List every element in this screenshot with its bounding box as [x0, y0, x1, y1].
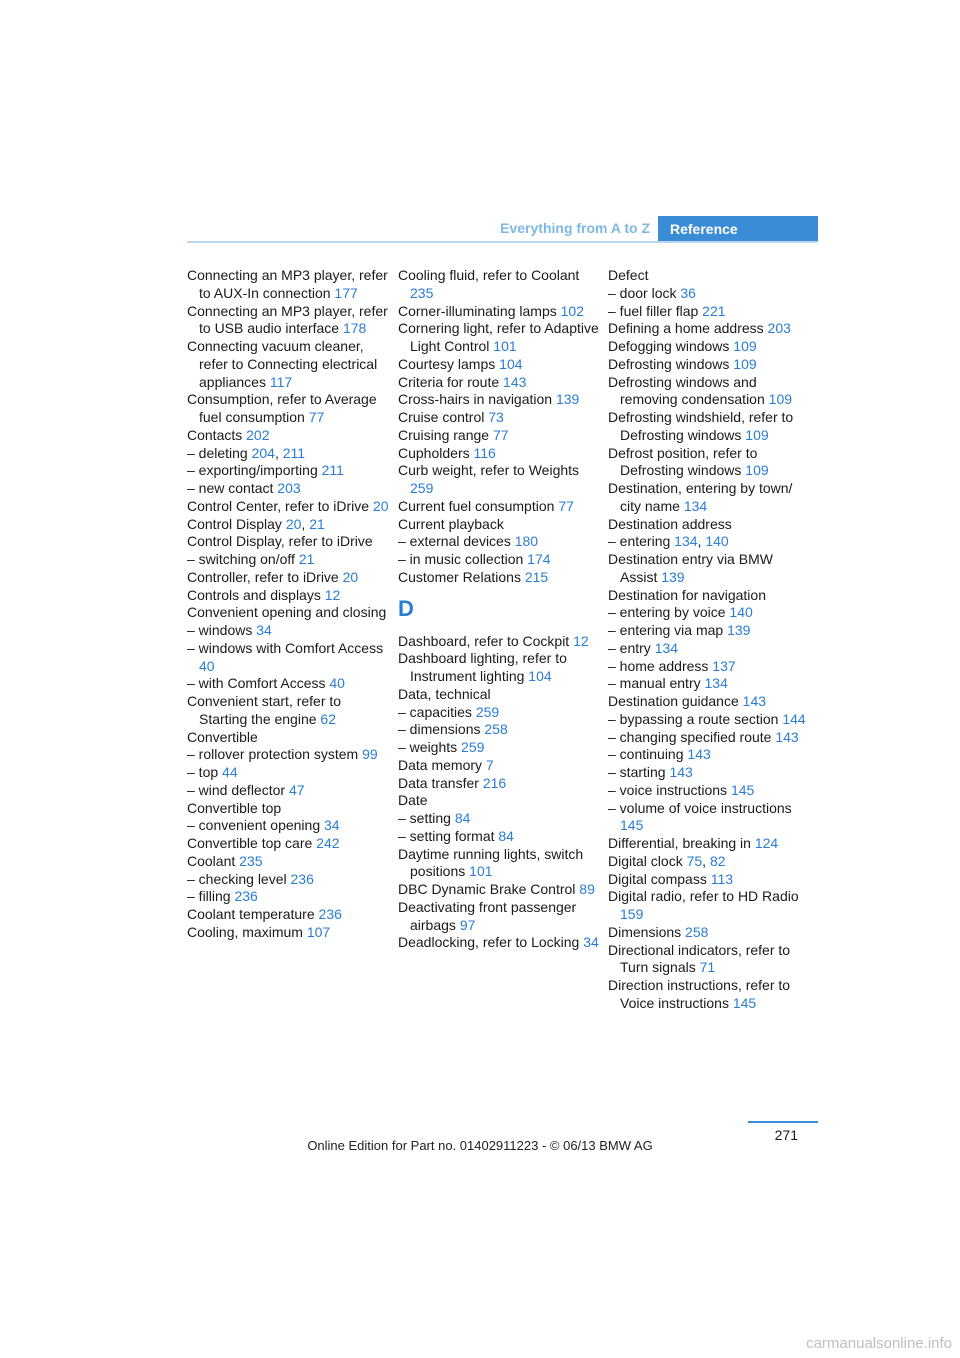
index-term: – capacities — [398, 703, 472, 720]
index-entry — [608, 764, 810, 782]
page-link[interactable]: 116 — [473, 444, 496, 461]
page-separator: , — [697, 533, 702, 550]
page-separator: , — [702, 852, 707, 869]
page-link[interactable]: 82 — [709, 852, 726, 869]
index-column-2 — [398, 267, 600, 952]
index-term: – in music collection — [398, 551, 524, 567]
index-term: – filling — [187, 888, 231, 905]
page-link[interactable]: 236 — [290, 870, 314, 887]
index-entry — [398, 320, 600, 356]
index-term: – fuel filler flap — [608, 302, 699, 319]
index-entry — [187, 746, 389, 764]
index-entry — [187, 888, 389, 906]
index-term: – changing specified route — [608, 728, 772, 745]
index-term: Destination for navigation — [608, 586, 766, 603]
page-link[interactable]: 159 — [620, 906, 644, 922]
index-entry — [187, 480, 389, 498]
page-link[interactable]: 203 — [767, 320, 791, 337]
index-term: Convertible — [187, 728, 258, 745]
page-link[interactable]: 109 — [733, 338, 757, 354]
index-entry — [398, 391, 600, 409]
index-term: Defect — [608, 267, 649, 283]
index-term: – bypassing a route section — [608, 710, 779, 727]
page-link[interactable]: 102 — [560, 302, 584, 319]
index-entry — [608, 604, 810, 622]
page-link[interactable]: 34 — [256, 622, 272, 638]
index-term: Convenient opening and closing — [187, 604, 387, 621]
index-entry — [608, 835, 810, 853]
page-link[interactable]: 77 — [558, 497, 574, 514]
page-link[interactable]: 21 — [309, 515, 325, 532]
index-term: Data memory — [398, 756, 483, 773]
index-entry — [187, 729, 389, 747]
page-link[interactable]: 143 — [669, 764, 693, 780]
index-term: – door lock — [608, 284, 677, 301]
index-term: – windows — [187, 622, 253, 638]
index-entry — [187, 551, 389, 569]
index-entry — [187, 338, 389, 391]
index-entry — [608, 658, 810, 676]
page-link[interactable]: 143 — [775, 728, 799, 745]
index-entry — [608, 303, 810, 321]
index-term: Curb weight, refer to Weights — [398, 462, 580, 479]
page-header — [187, 216, 818, 242]
index-term: – external devices — [398, 533, 511, 550]
page-link[interactable]: 145 — [620, 817, 644, 834]
index-entry — [398, 533, 600, 551]
index-term: – entry — [608, 639, 651, 656]
index-entry — [608, 800, 810, 836]
page-link[interactable]: 204 — [251, 444, 275, 461]
page-separator: , — [274, 444, 279, 461]
index-entry — [398, 650, 600, 686]
index-entry — [187, 782, 389, 800]
page-link[interactable]: 211 — [282, 444, 306, 461]
index-entry — [187, 462, 389, 480]
index-term: Criteria for route — [398, 373, 500, 390]
index-entry — [398, 704, 600, 722]
index-entry — [608, 533, 810, 551]
page-link[interactable]: 134 — [654, 639, 679, 656]
index-term: Destination guidance — [608, 693, 739, 709]
index-entry — [608, 551, 810, 587]
page-link[interactable]: 97 — [459, 916, 476, 933]
page-link[interactable]: 180 — [514, 533, 539, 550]
page-link[interactable]: 104 — [528, 668, 552, 684]
index-term: Current playback — [398, 515, 504, 532]
index-entry — [608, 977, 810, 1013]
page-link[interactable]: 20 — [342, 568, 359, 585]
index-term: – with Comfort Access — [187, 675, 326, 692]
index-term: Date — [398, 792, 428, 809]
page-link[interactable]: 77 — [308, 409, 325, 425]
page-link[interactable]: 109 — [745, 426, 769, 443]
index-term: Cupholders — [398, 444, 470, 461]
index-term: – rollover protection system — [187, 746, 359, 763]
page-link[interactable]: 221 — [702, 302, 726, 319]
page-link[interactable]: 143 — [503, 373, 527, 390]
page-link[interactable]: 134 — [674, 533, 698, 550]
index-entry — [398, 267, 600, 303]
page-link[interactable]: 107 — [306, 923, 331, 940]
index-term: Direction instructions, refer to Voice instructions — [608, 977, 791, 1011]
index-entry — [608, 267, 810, 285]
index-term: Dashboard, refer to Cockpit — [398, 632, 570, 649]
index-entry — [608, 711, 810, 729]
page-link[interactable]: 124 — [754, 835, 779, 851]
index-entry — [608, 693, 810, 711]
watermark: carmanualsonline.info — [806, 1335, 952, 1352]
index-entry — [608, 729, 810, 747]
index-term: Destination, entering by town/ city name — [608, 480, 793, 514]
index-term: Convenient start, refer to Starting the engine — [187, 693, 342, 727]
index-entry — [608, 888, 810, 924]
index-entry — [187, 817, 389, 835]
index-term: Connecting an MP3 player, refer to AUX-In connection — [187, 267, 388, 301]
index-term: – manual entry — [608, 675, 701, 692]
index-entry — [187, 569, 389, 587]
index-entry — [187, 604, 389, 622]
index-term: – convenient opening — [187, 817, 321, 834]
page-link[interactable]: 258 — [484, 721, 508, 738]
index-term: Defrosting windshield, refer to Defrosting windows — [608, 409, 794, 443]
index-entry — [608, 924, 810, 942]
index-entry — [187, 924, 389, 942]
index-entry — [187, 267, 389, 303]
page-link[interactable]: 84 — [498, 827, 514, 844]
index-term: Connecting an MP3 player, refer to USB audio interface — [187, 302, 388, 337]
index-entry — [187, 693, 389, 729]
page-link[interactable]: 143 — [687, 746, 711, 763]
page-link[interactable]: 101 — [493, 338, 517, 354]
index-term: – new contact — [187, 480, 274, 496]
index-term: Control Display, refer to iDrive — [187, 533, 373, 550]
index-term: Defrosting windows — [608, 355, 730, 372]
index-entry — [608, 640, 810, 658]
page-link[interactable]: 113 — [710, 870, 734, 887]
page-link[interactable]: 101 — [469, 863, 493, 880]
index-entry — [187, 871, 389, 889]
index-term: Daytime running lights, switch positions — [398, 845, 584, 880]
index-term: – switching on/off — [187, 551, 295, 567]
index-term: – deleting — [187, 444, 248, 461]
index-term: Contacts — [187, 426, 243, 443]
index-entry — [608, 675, 810, 693]
index-term: Digital compass — [608, 870, 707, 887]
index-entry — [187, 516, 389, 534]
page-link[interactable]: 40 — [329, 675, 345, 692]
index-term: – entering via map — [608, 622, 724, 638]
page-link[interactable]: 71 — [699, 959, 716, 976]
page-link[interactable]: 174 — [527, 551, 551, 567]
page-link[interactable]: 137 — [712, 657, 736, 674]
page-link[interactable]: 177 — [334, 284, 358, 301]
page-number: 271 — [774, 1127, 798, 1143]
page-link[interactable]: 202 — [246, 426, 270, 443]
page-link[interactable]: 20 — [285, 515, 302, 532]
index-term: Cruise control — [398, 409, 485, 425]
page-link[interactable]: 216 — [482, 774, 507, 791]
index-entry — [608, 782, 810, 800]
page-link[interactable]: 140 — [705, 533, 729, 550]
index-term: Data, technical — [398, 685, 491, 702]
page-link[interactable]: 139 — [555, 391, 580, 408]
index-term: Cooling, maximum — [187, 923, 303, 940]
index-term: Digital clock — [608, 852, 683, 869]
page-link[interactable]: 259 — [410, 480, 434, 496]
index-entry — [398, 374, 600, 392]
reference-tab: Reference — [658, 216, 818, 243]
index-entry — [187, 640, 389, 676]
page-link[interactable]: 12 — [324, 586, 341, 603]
page-link[interactable]: 21 — [298, 551, 315, 567]
index-term: Cross-hairs in navigation — [398, 391, 553, 408]
index-entry — [187, 445, 389, 463]
page-link[interactable]: 235 — [410, 284, 434, 301]
index-term: – setting format — [398, 827, 495, 844]
index-term: Current fuel consumption — [398, 497, 555, 514]
page-link[interactable]: 109 — [745, 462, 769, 479]
index-term: – volume of voice instructions — [608, 799, 792, 816]
index-letter-heading: D — [398, 595, 414, 621]
index-entry — [398, 934, 600, 952]
page-link[interactable]: 236 — [234, 888, 258, 905]
page-link[interactable]: 134 — [704, 675, 728, 692]
index-column-3 — [608, 267, 810, 1013]
page-link[interactable]: 236 — [318, 906, 342, 922]
index-entry — [398, 686, 600, 704]
page-link[interactable]: 140 — [729, 604, 753, 621]
page-separator: , — [301, 515, 306, 532]
index-entry — [608, 285, 810, 303]
index-entry — [187, 835, 389, 853]
index-entry — [398, 462, 600, 498]
index-entry — [398, 427, 600, 445]
page-link[interactable]: 211 — [321, 462, 344, 479]
page-link[interactable]: 117 — [269, 373, 293, 390]
index-term: Cooling fluid, refer to Coolant — [398, 267, 580, 283]
page-link[interactable]: 34 — [583, 934, 599, 951]
index-term: Dimensions — [608, 923, 682, 940]
index-term: – windows with Comfort Access — [187, 639, 384, 656]
page-link[interactable]: 40 — [199, 657, 215, 674]
index-column-1 — [187, 267, 389, 942]
index-entry — [187, 303, 389, 339]
page-link[interactable]: 178 — [342, 320, 367, 337]
index-entry — [398, 303, 600, 321]
index-entry — [398, 757, 600, 775]
index-term: Convertible top care — [187, 835, 313, 851]
index-entry — [608, 942, 810, 978]
page-link[interactable]: 235 — [239, 852, 263, 869]
index-entry — [187, 906, 389, 924]
index-term: Destination entry via BMW Assist — [608, 551, 773, 585]
index-entry — [608, 374, 810, 410]
index-term: – exporting/importing — [187, 462, 318, 479]
index-term: – wind deflector — [187, 781, 286, 798]
page-link[interactable]: 145 — [732, 994, 757, 1011]
index-term: Coolant temperature — [187, 906, 315, 922]
index-entry — [187, 800, 389, 818]
index-entry — [398, 551, 600, 569]
page-link[interactable]: 242 — [316, 835, 340, 851]
page-link[interactable]: 139 — [727, 622, 751, 638]
page-link[interactable]: 258 — [685, 923, 709, 940]
index-entry — [608, 409, 810, 445]
page-link[interactable]: 62 — [320, 710, 336, 727]
index-entry — [398, 792, 600, 810]
index-entry — [608, 871, 810, 889]
index-entry — [187, 675, 389, 693]
index-term: Destination address — [608, 515, 732, 532]
index-entry — [398, 498, 600, 516]
index-term: Controller, refer to iDrive — [187, 568, 339, 585]
index-term: – weights — [398, 739, 458, 755]
index-term: Dashboard lighting, refer to Instrument lighting — [398, 650, 567, 684]
section-title: Everything from A to Z — [500, 220, 650, 236]
page-link[interactable]: 89 — [579, 881, 595, 897]
index-entry — [398, 846, 600, 882]
index-entry — [398, 356, 600, 374]
index-term: Control Display — [187, 515, 282, 532]
index-entry — [187, 622, 389, 640]
page-link[interactable]: 12 — [573, 632, 589, 649]
index-term: – starting — [608, 764, 666, 780]
page-link[interactable]: 109 — [733, 355, 757, 372]
index-term: – entering by voice — [608, 604, 726, 621]
page-link[interactable]: 73 — [488, 409, 504, 425]
index-term: Data transfer — [398, 774, 479, 791]
footer-edition: Online Edition for Part no. 01402911223 - © 06/13 BMW AG — [307, 1138, 653, 1153]
index-term: Cruising range — [398, 426, 490, 443]
header-rule — [187, 241, 818, 243]
page-link[interactable]: 143 — [742, 693, 767, 709]
index-entry — [187, 764, 389, 782]
index-term: DBC Dynamic Brake Control — [398, 881, 576, 897]
page-link[interactable]: 139 — [661, 568, 685, 585]
page-number-rule — [748, 1121, 818, 1123]
index-term: Courtesy lamps — [398, 355, 496, 372]
index-term: Deadlocking, refer to Locking — [398, 934, 580, 951]
index-entry — [608, 516, 810, 534]
index-term: – setting — [398, 810, 451, 826]
index-entry — [608, 587, 810, 605]
page-link[interactable]: 7 — [485, 756, 494, 773]
index-entry — [187, 391, 389, 427]
index-entry — [398, 409, 600, 427]
page-link[interactable]: 36 — [680, 284, 696, 301]
index-entry — [398, 775, 600, 793]
page-link[interactable]: 75 — [686, 852, 703, 869]
index-entry — [398, 569, 600, 587]
index-term: – continuing — [608, 746, 684, 763]
index-term: Connecting vacuum cleaner, refer to Connecting electrical appliances — [187, 338, 378, 390]
index-entry — [398, 445, 600, 463]
index-term: – entering — [608, 533, 671, 550]
index-entry — [608, 480, 810, 516]
page-link[interactable]: 203 — [277, 480, 301, 496]
index-entry — [608, 853, 810, 871]
index-entry — [608, 338, 810, 356]
index-entry — [398, 828, 600, 846]
page-link[interactable]: 134 — [683, 497, 708, 514]
index-entry — [398, 633, 600, 651]
index-term: Customer Relations — [398, 568, 521, 585]
page-link[interactable]: 77 — [492, 426, 509, 443]
index-entry — [187, 587, 389, 605]
index-term: Differential, breaking in — [608, 835, 751, 851]
index-term: Coolant — [187, 852, 236, 869]
index-term: Defining a home address — [608, 320, 764, 337]
index-term: Corner-illuminating lamps — [398, 302, 557, 319]
index-term: Cornering light, refer to Adaptive Light Control — [398, 320, 599, 354]
index-term: Defrost position, refer to Defrosting windows — [608, 444, 758, 479]
page-link[interactable]: 215 — [524, 568, 549, 585]
page-link[interactable]: 44 — [222, 764, 238, 780]
page-link[interactable]: 47 — [288, 781, 305, 798]
index-entry — [398, 899, 600, 935]
index-term: Directional indicators, refer to Turn signals — [608, 941, 791, 976]
index-term: Consumption, refer to Average fuel consumption — [187, 391, 377, 425]
index-term: Convertible top — [187, 799, 282, 816]
index-entry — [398, 810, 600, 828]
page-link[interactable]: 99 — [362, 746, 378, 763]
index-term: – home address — [608, 657, 709, 674]
index-term: Defogging windows — [608, 338, 730, 354]
page-link[interactable]: 259 — [475, 703, 500, 720]
page-link[interactable]: 144 — [782, 710, 806, 727]
index-term: Digital radio, refer to HD Radio — [608, 888, 799, 905]
page-link[interactable]: 109 — [768, 391, 793, 408]
index-term: Controls and displays — [187, 586, 321, 603]
index-entry — [187, 427, 389, 445]
index-term: – dimensions — [398, 721, 481, 738]
index-term: Deactivating front passenger airbags — [398, 898, 577, 933]
index-entry — [187, 853, 389, 871]
index-term: Defrosting windows and removing condensation — [608, 373, 765, 408]
index-term: Control Center, refer to iDrive — [187, 497, 370, 514]
page-link[interactable]: 259 — [461, 739, 485, 755]
page-link[interactable]: 84 — [454, 810, 471, 826]
index-term: – top — [187, 764, 219, 780]
index-term: – checking level — [187, 870, 287, 887]
page-link[interactable]: 104 — [499, 355, 523, 372]
index-entry — [608, 445, 810, 481]
index-entry — [608, 622, 810, 640]
index-entry — [608, 746, 810, 764]
index-entry — [398, 721, 600, 739]
page-link[interactable]: 145 — [730, 781, 755, 798]
index-entry — [608, 356, 810, 374]
index-entry — [398, 739, 600, 757]
page-link[interactable]: 20 — [372, 497, 389, 514]
page-link[interactable]: 34 — [324, 817, 340, 834]
index-entry — [187, 498, 389, 516]
index-entry — [187, 533, 389, 551]
index-term: – voice instructions — [608, 781, 728, 798]
index-entry — [398, 516, 600, 534]
index-entry — [608, 320, 810, 338]
index-entry — [398, 881, 600, 899]
